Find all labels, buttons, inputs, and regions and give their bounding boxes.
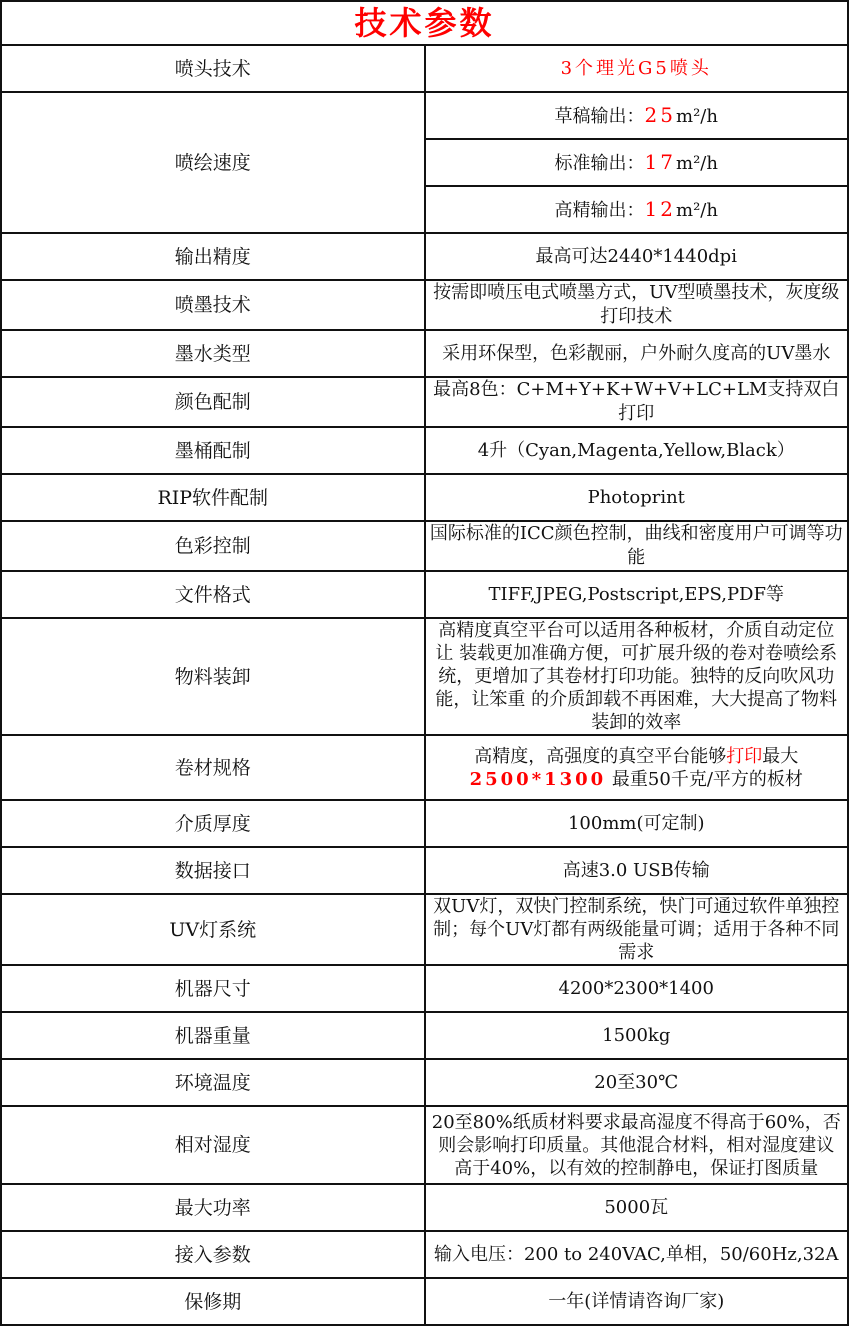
spec-row <box>1 1012 848 1059</box>
spec-label: UV灯系统 <box>1 894 425 965</box>
spec-value: 高精度真空平台可以适用各种板材，介质自动定位让 装载更加准确方便，可扩展升级的卷对卷喷绘系统，更增加了其卷材打印功能。独特的反向吹风功能，让笨重 的介质卸载不再困难，大大提高了物料装卸的效率 <box>425 618 849 735</box>
spec-row <box>1 377 848 427</box>
spec-row <box>1 571 848 618</box>
speed-prefix: 高精输出： <box>554 199 645 221</box>
spec-label: 介质厚度 <box>1 800 425 847</box>
spec-value: 高速3.0 USB传输 <box>425 847 849 894</box>
speed-prefix: 标准输出： <box>554 152 645 174</box>
spec-label: 颜色配制 <box>1 377 425 427</box>
spec-row <box>1 1059 848 1106</box>
spec-value: 100mm(可定制) <box>425 800 849 847</box>
spec-row <box>1 330 848 377</box>
spec-label: 相对湿度 <box>1 1106 425 1184</box>
spec-label: 输出精度 <box>1 233 425 280</box>
spec-value: 采用环保型，色彩靓丽，户外耐久度高的UV墨水 <box>425 330 849 377</box>
spec-label: 喷墨技术 <box>1 280 425 330</box>
spec-value: 按需即喷压电式喷墨方式，UV型喷墨技术，灰度级打印技术 <box>425 280 849 330</box>
spec-label: 卷材规格 <box>1 735 425 800</box>
speed-number: 25 <box>644 102 676 127</box>
page-title: 技术参数 <box>1 1 848 45</box>
spec-value: 3个理光G5喷头 <box>425 45 849 92</box>
spec-label: 喷绘速度 <box>1 92 425 233</box>
spec-value: 最高8色：C+M+Y+K+W+V+LC+LM支持双白打印 <box>425 377 849 427</box>
spec-label: 最大功率 <box>1 1184 425 1231</box>
roll-text: 最大 <box>762 745 799 767</box>
spec-row-nozzle <box>1 45 848 92</box>
spec-row <box>1 847 848 894</box>
spec-label: 数据接口 <box>1 847 425 894</box>
spec-row <box>1 1278 848 1325</box>
spec-label: 机器重量 <box>1 1012 425 1059</box>
spec-row-speed <box>1 92 848 139</box>
spec-row-roll <box>1 735 848 800</box>
spec-row <box>1 1106 848 1184</box>
spec-row <box>1 894 848 965</box>
spec-label: 接入参数 <box>1 1231 425 1278</box>
spec-value: TIFF,JPEG,Postscript,EPS,PDF等 <box>425 571 849 618</box>
speed-number: 17 <box>644 149 676 174</box>
spec-value: 1500kg <box>425 1012 849 1059</box>
roll-text: 最重50千克/平方的板材 <box>606 768 803 790</box>
spec-row <box>1 1231 848 1278</box>
spec-value <box>425 735 849 800</box>
spec-value: 4升（Cyan,Magenta,Yellow,Black） <box>425 427 849 474</box>
spec-row <box>1 427 848 474</box>
spec-label: 墨水类型 <box>1 330 425 377</box>
spec-row <box>1 965 848 1012</box>
spec-value: 输入电压：200 to 240VAC,单相，50/60Hz,32A <box>425 1231 849 1278</box>
spec-label: 墨桶配制 <box>1 427 425 474</box>
spec-value: 5000瓦 <box>425 1184 849 1231</box>
spec-row <box>1 280 848 330</box>
spec-row <box>1 1184 848 1231</box>
spec-row <box>1 800 848 847</box>
spec-label: 喷头技术 <box>1 45 425 92</box>
roll-text: 高精度，高强度的真空平台能够 <box>474 745 727 767</box>
spec-label: 物料装卸 <box>1 618 425 735</box>
speed-prefix: 草稿输出： <box>554 105 645 127</box>
spec-value: 双UV灯，双快门控制系统，快门可通过软件单独控制；每个UV灯都有两级能量可调；适用于各种不同需求 <box>425 894 849 965</box>
speed-unit: m²/h <box>676 105 718 127</box>
speed-unit: m²/h <box>676 152 718 174</box>
spec-value: 20至30℃ <box>425 1059 849 1106</box>
spec-row <box>1 618 848 735</box>
spec-value: 4200*2300*1400 <box>425 965 849 1012</box>
title-row <box>1 1 848 45</box>
roll-size: 2500*1300 <box>469 768 607 790</box>
spec-label: RIP软件配制 <box>1 474 425 521</box>
roll-highlight: 打印 <box>726 745 763 767</box>
spec-value: 一年(详情请咨询厂家) <box>425 1278 849 1325</box>
spec-label: 文件格式 <box>1 571 425 618</box>
speed-value <box>425 139 849 186</box>
speed-value <box>425 186 849 233</box>
spec-value: Photoprint <box>425 474 849 521</box>
speed-value <box>425 92 849 139</box>
speed-unit: m²/h <box>676 199 718 221</box>
spec-row <box>1 233 848 280</box>
spec-label: 机器尺寸 <box>1 965 425 1012</box>
spec-label: 环境温度 <box>1 1059 425 1106</box>
spec-value: 最高可达2440*1440dpi <box>425 233 849 280</box>
spec-value: 国际标准的ICC颜色控制，曲线和密度用户可调等功能 <box>425 521 849 571</box>
spec-label: 色彩控制 <box>1 521 425 571</box>
spec-label: 保修期 <box>1 1278 425 1325</box>
spec-row <box>1 521 848 571</box>
spec-row <box>1 474 848 521</box>
spec-value: 20至80%纸质材料要求最高湿度不得高于60%，否则会影响打印质量。其他混合材料，相对湿度建议高于40%，以有效的控制静电，保证打图质量 <box>425 1106 849 1184</box>
speed-number: 12 <box>644 196 676 221</box>
